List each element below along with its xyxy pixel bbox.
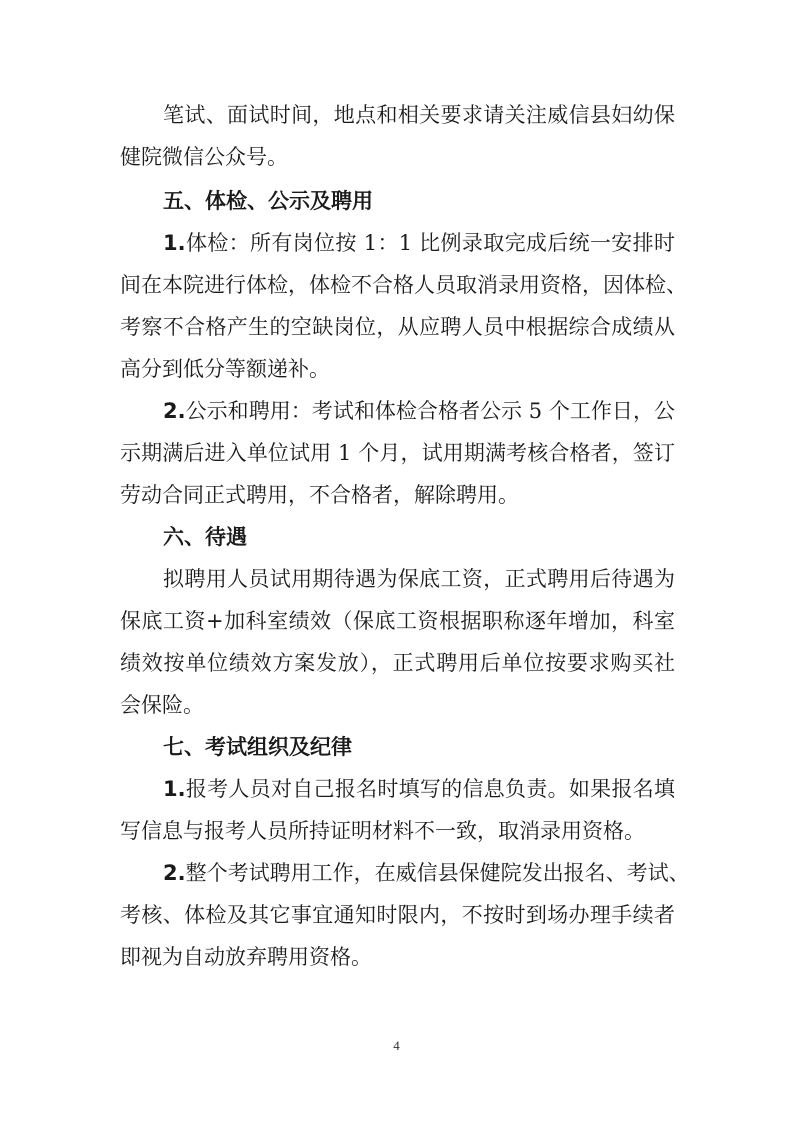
text-line: 即视为自动放弃聘用资格。 [120, 945, 372, 969]
item-text: 报考人员对自己报名时填写的信息负责。如果报名填 [185, 777, 675, 801]
item-number: 1. [163, 777, 186, 801]
text-line: 示期满后进入单位试用 1 个月，试用期满考核合格者，签订 [120, 441, 675, 465]
text-line: 考核、体检及其它事宜通知时限内，不按时到场办理手续者 [120, 903, 675, 927]
paragraph-line [163, 775, 675, 805]
text-line: 高分到低分等额递补。 [120, 357, 330, 381]
text-line: 健院微信公众号。 [120, 145, 288, 169]
text-line: 劳动合同正式聘用，不合格者，解除聘用。 [120, 483, 519, 507]
item-text: 体检：所有岗位按 1：1 比例录取完成后统一安排时 [185, 231, 675, 255]
section-heading-7: 七、考试组织及纪律 [163, 735, 352, 759]
page-number: 4 [393, 1038, 400, 1053]
section-heading-5: 五、体检、公示及聘用 [163, 189, 373, 213]
text-line: 笔试、面试时间，地点和相关要求请关注威信县妇幼保 [163, 103, 675, 127]
paragraph-line [163, 859, 690, 889]
item-text: 公示和聘用：考试和体检合格者公示 5 个工作日，公 [185, 399, 675, 423]
text-line: 拟聘用人员试用期待遇为保底工资，正式聘用后待遇为 [163, 567, 675, 591]
paragraph-line [163, 229, 675, 259]
text-line: 写信息与报考人员所持证明材料不一致，取消录用资格。 [120, 819, 645, 843]
text-line: 间在本院进行体检，体检不合格人员取消录用资格，因体检、 [120, 273, 687, 297]
paragraph-line [163, 397, 675, 427]
section-heading-6: 六、待遇 [163, 525, 247, 549]
text-line: 考察不合格产生的空缺岗位，从应聘人员中根据综合成绩从 [120, 315, 675, 339]
item-number: 2. [163, 399, 186, 423]
text-line: 会保险。 [120, 693, 204, 717]
text-line: 保底工资+加科室绩效（保底工资根据职称逐年增加，科室 [120, 609, 675, 633]
item-number: 1. [163, 231, 186, 255]
text-line: 绩效按单位绩效方案发放），正式聘用后单位按要求购买社 [120, 651, 675, 675]
item-number: 2. [163, 861, 186, 885]
item-text: 整个考试聘用工作，在威信县保健院发出报名、考试、 [185, 861, 690, 885]
